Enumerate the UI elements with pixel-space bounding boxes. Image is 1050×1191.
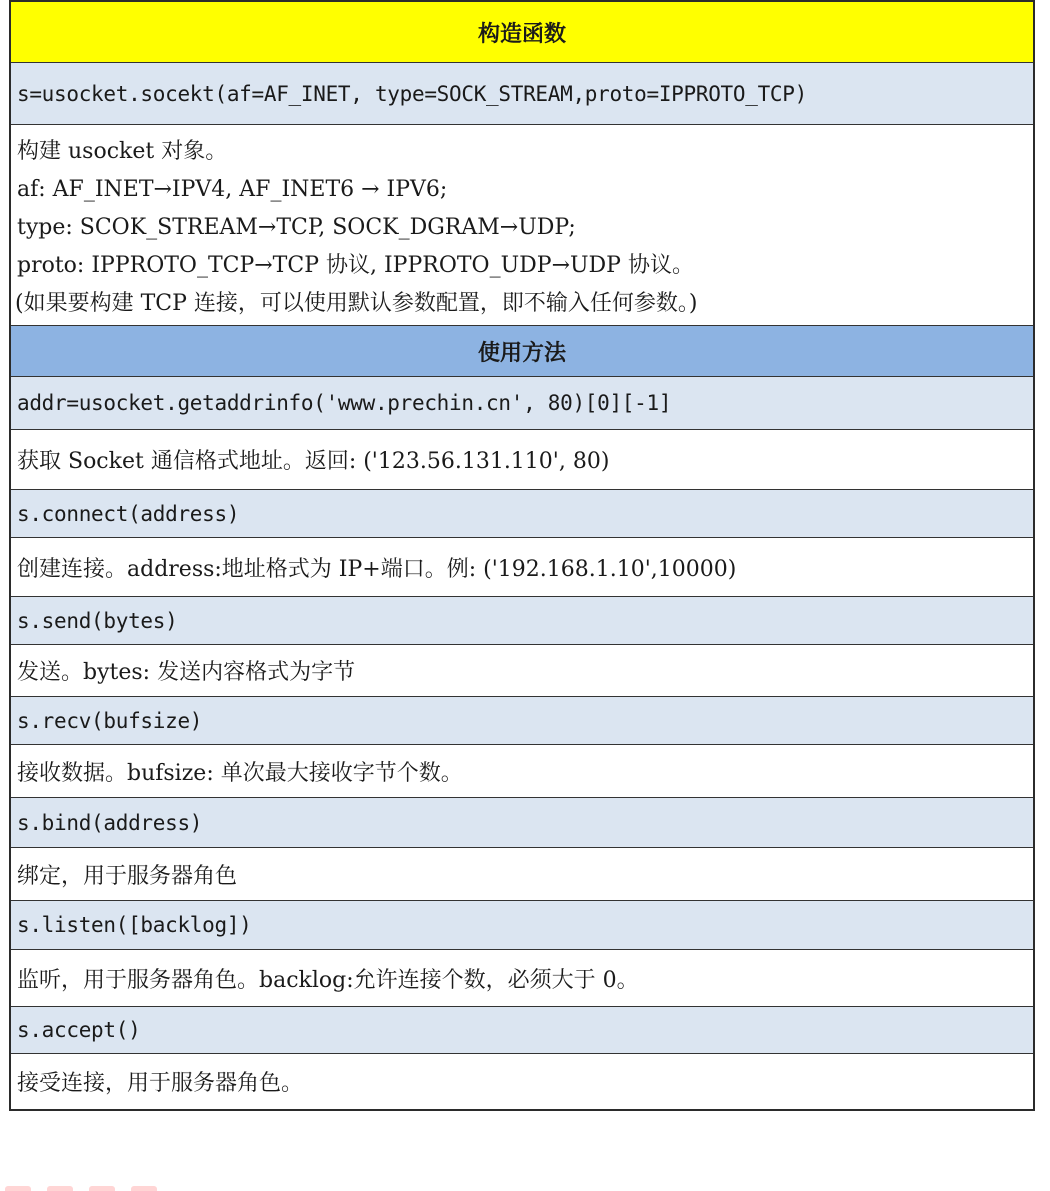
method-desc-row: 创建连接。address:地址格式为 IP+端口。例: ('192.168.1.10',10000) — [11, 538, 1033, 597]
constructor-desc-line: af: AF_INET→IPV4, AF_INET6 → IPV6; — [17, 177, 448, 202]
method-desc-row: 获取 Socket 通信格式地址。返回: ('123.56.131.110', 80) — [11, 430, 1033, 490]
constructor-code-row: s=usocket.socekt(af=AF_INET, type=SOCK_STREAM,proto=IPPROTO_TCP) — [11, 63, 1033, 125]
method-code-row: s.send(bytes) — [11, 597, 1033, 645]
constructor-desc-line: type: SCOK_STREAM→TCP, SOCK_DGRAM→UDP; — [17, 215, 576, 240]
method-code-row: s.bind(address) — [11, 798, 1033, 848]
constructor-header: 构造函数 — [11, 2, 1033, 63]
method-desc-row: 发送。bytes: 发送内容格式为字节 — [11, 645, 1033, 697]
usage-header: 使用方法 — [11, 326, 1033, 377]
method-code-row: addr=usocket.getaddrinfo('www.prechin.cn', 80)[0][-1] — [11, 377, 1033, 430]
method-desc-row: 绑定，用于服务器角色 — [11, 848, 1033, 901]
method-desc-row: 接收数据。bufsize: 单次最大接收字节个数。 — [11, 745, 1033, 798]
watermark-mark — [89, 1186, 115, 1191]
method-desc-row: 监听，用于服务器角色。backlog:允许连接个数，必须大于 0。 — [11, 950, 1033, 1007]
api-table — [9, 0, 1035, 1111]
method-code-row: s.listen([backlog]) — [11, 901, 1033, 950]
constructor-desc-line: 构建 usocket 对象。 — [17, 139, 228, 164]
constructor-desc-line: (如果要构建 TCP 连接，可以使用默认参数配置，即不输入任何参数。) — [15, 291, 698, 316]
watermark-strip — [5, 1181, 195, 1191]
constructor-description — [11, 125, 1033, 326]
watermark-mark — [47, 1186, 73, 1191]
method-code-row: s.recv(bufsize) — [11, 697, 1033, 745]
watermark-mark — [131, 1186, 157, 1191]
method-code-row: s.connect(address) — [11, 490, 1033, 538]
watermark-mark — [5, 1186, 31, 1191]
method-desc-row: 接受连接，用于服务器角色。 — [11, 1054, 1033, 1109]
method-code-row: s.accept() — [11, 1007, 1033, 1054]
constructor-desc-line: proto: IPPROTO_TCP→TCP 协议, IPPROTO_UDP→UDP 协议。 — [17, 253, 694, 278]
